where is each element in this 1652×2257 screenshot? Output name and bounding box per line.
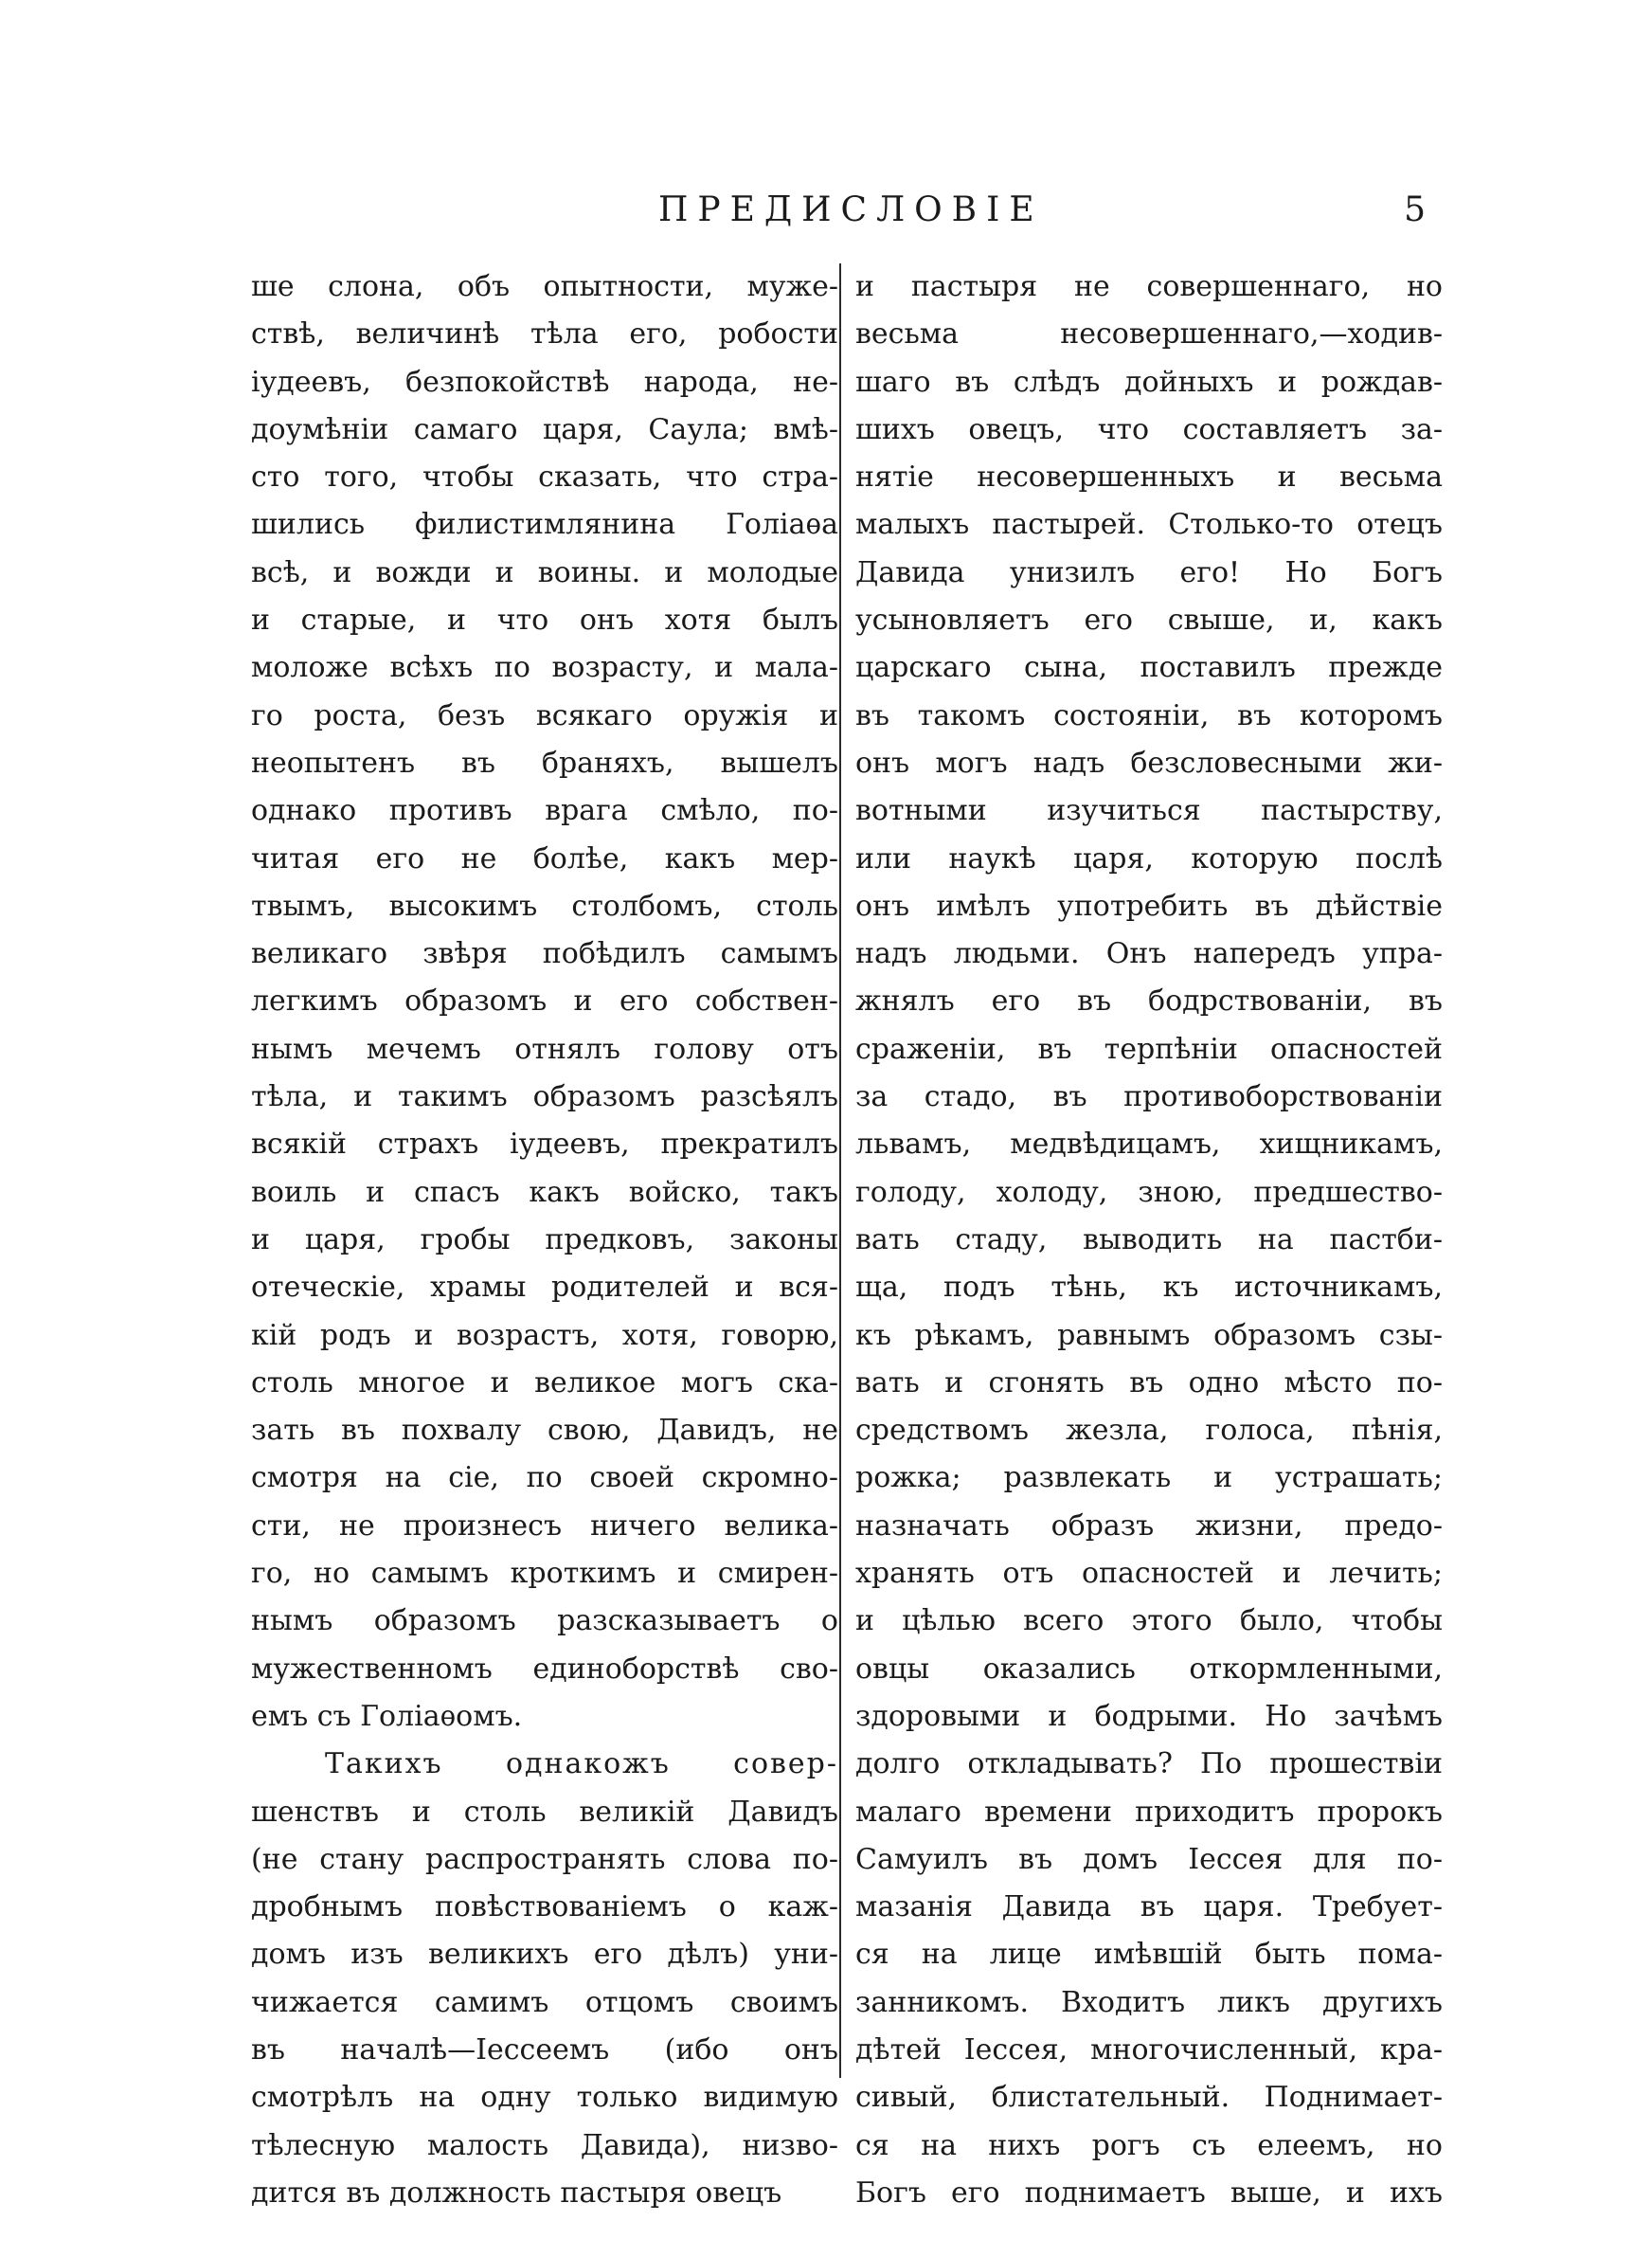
text-line: ся на лице имѣвшій быть пома-	[855, 1938, 1443, 1972]
text-line: емъ съ Голіаѳомъ.	[251, 1699, 523, 1733]
text-line: средствомъ жезла, голоса, пѣнія,	[855, 1414, 1443, 1448]
text-line: вать стаду, выводить на пастби-	[855, 1222, 1443, 1256]
text-line: шенствъ и столь великій Давидъ	[251, 1795, 838, 1829]
text-line: столь многое и великое могъ ска-	[251, 1365, 838, 1399]
text-line: Такихъ однакожъ совер-	[325, 1747, 838, 1781]
text-line: тѣлесную малость Давида), низво-	[251, 2128, 838, 2162]
text-line: кій родъ и возрастъ, хотя, говорю,	[251, 1318, 838, 1352]
text-line: онъ имѣлъ употребить въ дѣйствіе	[855, 889, 1443, 923]
text-line: хранять отъ опасностей и лечить;	[855, 1557, 1443, 1591]
text-line: великаго звѣря побѣдилъ самымъ	[251, 937, 838, 971]
text-line: онъ могъ надъ безсловесными жи-	[855, 746, 1443, 780]
text-line: вать и сгонять въ одно мѣсто по-	[855, 1365, 1443, 1399]
text-line: читая его не болѣе, какъ мер-	[251, 841, 838, 876]
text-line: дѣтей Іессея, многочисленный, кра-	[855, 2032, 1443, 2067]
text-line: и царя, гробы предковъ, законы	[251, 1222, 838, 1256]
text-line: царскаго сына, поставилъ прежде	[855, 651, 1443, 685]
text-line: назначать образъ жизни, предо-	[855, 1508, 1443, 1543]
text-line: смотря на сіе, по своей скромно-	[251, 1461, 838, 1495]
text-line: жнялъ его въ бодрствованіи, въ	[855, 984, 1443, 1019]
text-line: ща, подъ тѣнь, къ источникамъ,	[855, 1271, 1443, 1305]
text-line: и цѣлью всего этого было, чтобы	[855, 1604, 1443, 1638]
text-line: твымъ, высокимъ столбомъ, столь	[251, 889, 838, 923]
text-line: ствѣ, величинѣ тѣла его, робости	[251, 317, 838, 352]
text-line: іудеевъ, безпокойствѣ народа, не-	[251, 365, 838, 399]
text-line: однако противъ врага смѣло, по-	[251, 794, 838, 828]
text-line: мазанія Давида въ царя. Требует-	[855, 1890, 1443, 1924]
text-line: голоду, холоду, зною, предшество-	[855, 1175, 1443, 1209]
text-line: Богъ его поднимаетъ выше, и ихъ	[855, 2176, 1443, 2210]
text-line: нымъ мечемъ отнялъ голову отъ	[251, 1032, 838, 1066]
text-line: въ такомъ состояніи, въ которомъ	[855, 698, 1443, 732]
text-line: въ началѣ—Іессеемъ (ибо онъ	[251, 2032, 838, 2067]
page-header	[251, 182, 1426, 239]
text-line: мужественномъ единоборствѣ сво-	[251, 1652, 838, 1686]
text-line: зать въ похвалу свою, Давидъ, не	[251, 1414, 838, 1448]
text-line: малыхъ пастырей. Столько-то отецъ	[855, 508, 1443, 542]
text-line: воиль и спасъ какъ войско, такъ	[251, 1175, 838, 1209]
text-line: долго откладывать? По прошествіи	[855, 1747, 1443, 1781]
text-line: занникомъ. Входитъ ликъ другихъ	[855, 1985, 1443, 2019]
text-line: Самуилъ въ домъ Іессея для по-	[855, 1842, 1443, 1876]
text-line: или наукѣ царя, которую послѣ	[855, 841, 1443, 876]
text-line: шились филистимлянина Голіаѳа	[251, 508, 838, 542]
text-line: всякій страхъ іудеевъ, прекратилъ	[251, 1128, 838, 1162]
text-line: вотными изучиться пастырству,	[855, 794, 1443, 828]
text-line: го роста, безъ всякаго оружія и	[251, 698, 838, 732]
text-line: домъ изъ великихъ его дѣлъ) уни-	[251, 1938, 838, 1972]
text-line: сти, не произнесъ ничего велика-	[251, 1508, 838, 1543]
text-line: легкимъ образомъ и его собствен-	[251, 984, 838, 1019]
text-line: львамъ, медвѣдицамъ, хищникамъ,	[855, 1128, 1443, 1162]
text-line: ся на нихъ рогъ съ елеемъ, но	[855, 2128, 1443, 2162]
left-column	[251, 263, 838, 2217]
right-column	[855, 263, 1443, 2217]
text-line: сивый, блистательный. Поднимает-	[855, 2081, 1443, 2115]
text-line: дробнымъ повѣствованіемъ о каж-	[251, 1890, 838, 1924]
text-line: смотрѣлъ на одну только видимую	[251, 2081, 838, 2115]
text-line: моложе всѣхъ по возрасту, и мала-	[251, 651, 838, 685]
text-line: малаго времени приходитъ пророкъ	[855, 1795, 1443, 1829]
text-line: чижается самимъ отцомъ своимъ	[251, 1985, 838, 2019]
text-line: ше слона, объ опытности, муже-	[251, 270, 838, 303]
text-line: сраженіи, въ терпѣніи опасностей	[855, 1032, 1443, 1066]
text-line: за стадо, въ противоборствованіи	[855, 1080, 1443, 1114]
text-line: и старые, и что онъ хотя былъ	[251, 604, 838, 638]
text-line: нятіе несовершенныхъ и весьма	[855, 460, 1443, 495]
page-number: 5	[1404, 190, 1426, 229]
text-line: весьма несовершеннаго,—ходив-	[855, 317, 1443, 352]
text-line: овцы оказались откормленными,	[855, 1652, 1443, 1686]
text-line: усыновляетъ его свыше, и, какъ	[855, 604, 1443, 638]
text-line: неопытенъ въ браняхъ, вышелъ	[251, 746, 838, 780]
text-line: Давида унизилъ его! Но Богъ	[855, 555, 1443, 589]
text-line: го, но самымъ кроткимъ и смирен-	[251, 1557, 838, 1591]
running-title: ПРЕДИСЛОВІЕ	[658, 190, 1044, 229]
text-line: дится въ должность пастыря овецъ	[251, 2176, 782, 2210]
text-line: сто того, чтобы сказать, что стра-	[251, 460, 838, 495]
text-line: шаго въ слѣдъ дойныхъ и рождав-	[855, 365, 1443, 399]
text-line: рожка; развлекать и устрашать;	[855, 1461, 1443, 1495]
text-line: доумѣніи самаго царя, Саула; вмѣ-	[251, 412, 838, 446]
text-line: къ рѣкамъ, равнымъ образомъ сзы-	[855, 1318, 1443, 1352]
text-line: нымъ образомъ разсказываетъ о	[251, 1604, 838, 1638]
text-line: здоровыми и бодрыми. Но зачѣмъ	[855, 1699, 1443, 1733]
text-line: всѣ, и вожди и воины. и молодые	[251, 555, 838, 589]
text-line: надъ людьми. Онъ напередъ упра-	[855, 937, 1443, 971]
text-line: (не стану распространять слова по-	[251, 1842, 838, 1876]
text-line: шихъ овецъ, что составляетъ за-	[855, 412, 1443, 446]
column-divider	[839, 263, 841, 2078]
text-line: и пастыря не совершеннаго, но	[855, 270, 1443, 303]
text-line: отеческіе, храмы родителей и вся-	[251, 1271, 838, 1305]
text-line: тѣла, и такимъ образомъ разсѣялъ	[251, 1080, 838, 1114]
